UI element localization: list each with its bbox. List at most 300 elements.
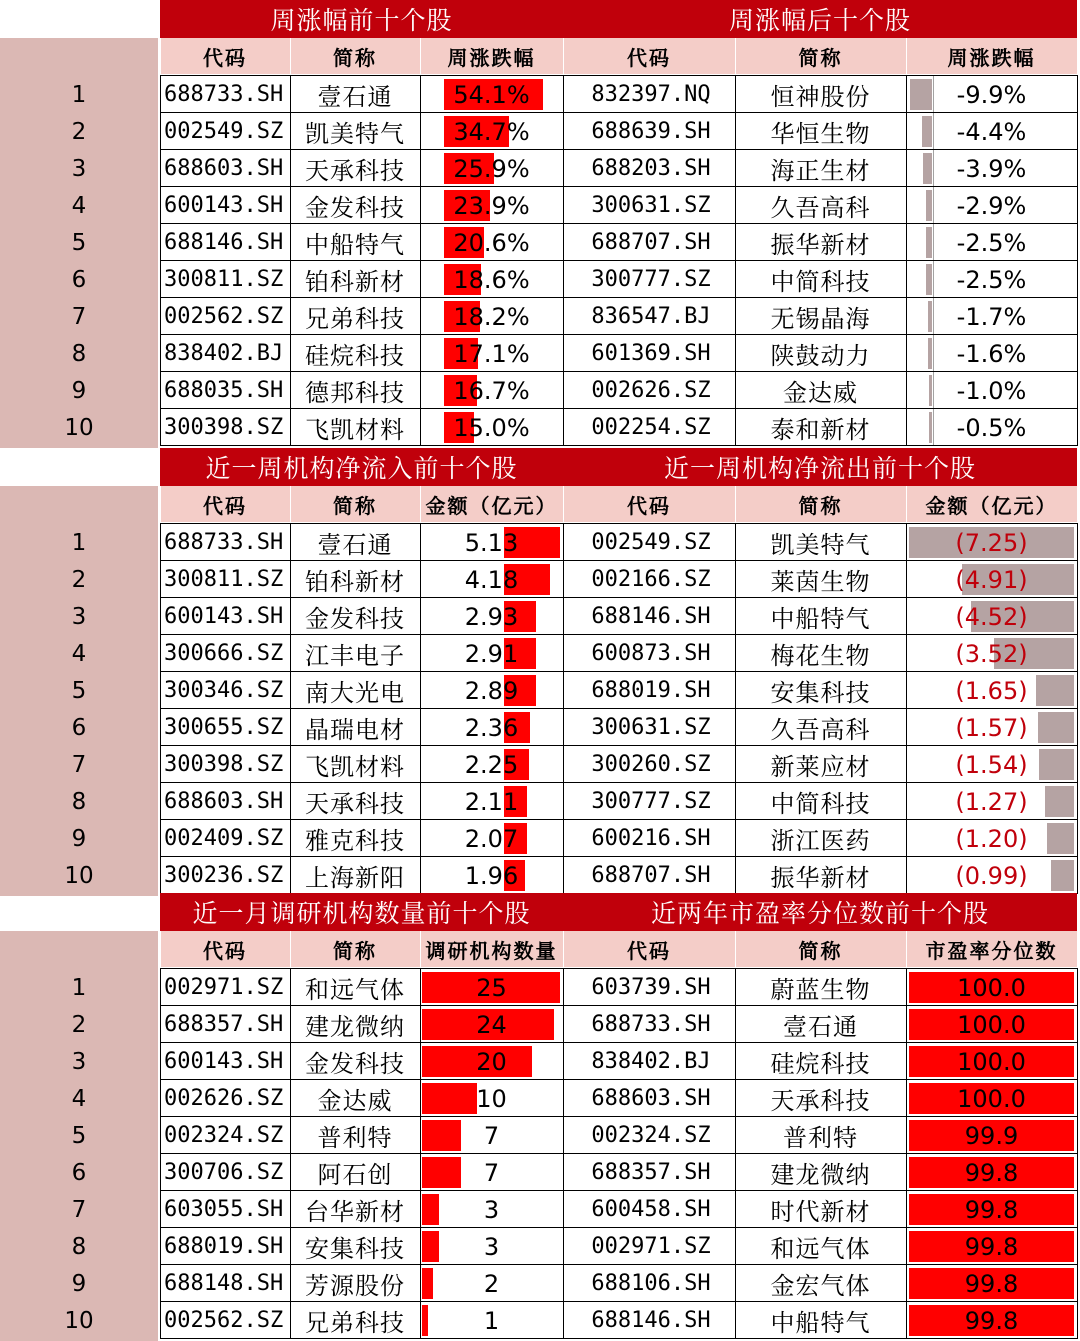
value-text: -9.9% [956,80,1027,109]
stock-code: 603055.SH [164,1197,284,1222]
grid-line [160,968,563,969]
stock-code: 002166.SZ [591,567,711,592]
value-bar [1038,712,1074,743]
row-index: 4 [71,1085,87,1112]
grid-line [735,523,736,894]
row-index: 8 [71,788,87,815]
value-text: 100.0 [957,1084,1026,1113]
stock-code: 300811.SZ [164,567,284,592]
stock-code: 688603.SH [591,1086,711,1111]
grid-line [563,75,1077,76]
stock-name: 中船特气 [770,605,871,633]
column-header-val: 金额（亿元） [420,486,563,522]
value-cell [906,113,1077,150]
stock-name: 普利特 [317,1124,393,1152]
value-cell [906,820,1077,857]
stock-code: 300260.SZ [591,752,711,777]
value-text: (4.91) [955,565,1028,594]
value-text: 7 [483,1158,500,1187]
value-cell [906,187,1077,224]
value-text: 16.7% [453,376,530,405]
axis-line [933,76,934,113]
stock-code: 688106.SH [591,1271,711,1296]
value-bar [422,1231,439,1262]
stock-name: 振华新材 [770,231,871,259]
column-divider [420,38,421,74]
value-text: 100.0 [957,1047,1026,1076]
column-header-code: 代码 [160,486,290,522]
value-cell [420,76,563,113]
stock-name: 泰和新材 [770,416,871,444]
stock-name: 安集科技 [305,1235,405,1263]
stock-name: 中简科技 [770,268,871,296]
value-text: 18.2% [453,302,530,331]
value-text: (1.65) [955,676,1028,705]
value-bar [1039,749,1074,780]
row-index: 1 [71,974,87,1001]
stock-code: 688707.SH [591,863,711,888]
grid-line [1077,75,1078,446]
stock-name: 振华新材 [770,864,871,892]
value-bar [923,153,932,184]
axis-line [933,298,934,335]
value-cell [906,298,1077,335]
value-bar [422,1305,428,1336]
column-divider [735,38,736,74]
stock-name: 金达威 [317,1087,393,1115]
column-header-val: 周涨跌幅 [906,38,1077,74]
column-divider [1077,486,1078,522]
stock-name: 凯美特气 [305,120,405,148]
value-cell [906,783,1077,820]
column-divider [563,486,564,522]
stock-code: 688035.SH [164,378,284,403]
value-text: (1.54) [955,750,1028,779]
value-text: 2.36 [464,713,519,742]
grid-line [420,523,421,894]
stock-code: 300777.SZ [591,267,711,292]
value-text: 99.8 [964,1306,1019,1335]
value-text: 4.18 [464,565,519,594]
value-cell [420,709,563,746]
stock-name: 铂科新材 [305,568,405,596]
value-text: 99.9 [964,1121,1019,1150]
value-text: 2.89 [464,676,519,705]
stock-name: 金发科技 [305,605,405,633]
value-text: 1 [483,1306,500,1335]
stock-code: 002562.SZ [164,1308,284,1333]
stock-name: 海正生材 [770,157,871,185]
stock-name: 新莱应材 [770,753,871,781]
stock-name: 梅花生物 [770,642,871,670]
value-bar [1045,786,1074,817]
grid-line [563,75,564,446]
value-cell [420,1117,563,1154]
value-cell [906,76,1077,113]
axis-line [933,150,934,187]
column-header-name: 简称 [290,38,420,74]
row-index: 10 [64,1307,94,1334]
value-bar [1047,823,1074,854]
stock-code: 688019.SH [164,1234,284,1259]
value-cell [420,672,563,709]
value-cell [420,1265,563,1302]
value-cell [906,524,1077,561]
grid-line [563,968,1077,969]
row-index: 4 [71,192,87,219]
stock-name: 德邦科技 [305,379,405,407]
column-divider [160,38,161,74]
row-divider [563,1338,1077,1339]
value-text: 24 [476,1010,507,1039]
stock-code: 300398.SZ [164,415,284,440]
value-bar [929,375,932,406]
column-divider [1077,38,1078,74]
row-index: 9 [71,825,87,852]
grid-line [160,75,161,446]
stock-name: 金宏气体 [770,1272,871,1300]
grid-line [290,523,291,894]
value-cell [906,1265,1077,1302]
grid-line [420,968,421,1339]
stock-name: 时代新材 [770,1198,871,1226]
value-text: 100.0 [957,973,1026,1002]
stock-name: 中船特气 [770,1309,871,1337]
value-bar [926,190,932,221]
stock-name: 建龙微纳 [305,1013,405,1041]
row-index: 10 [64,862,94,889]
value-text: -1.6% [956,339,1027,368]
stock-code: 002549.SZ [164,119,284,144]
stock-name: 久吾高科 [770,194,871,222]
column-header-code: 代码 [160,38,290,74]
value-cell [420,335,563,372]
stock-name: 陕鼓动力 [770,342,871,370]
stock-code: 300631.SZ [591,715,711,740]
value-cell [420,298,563,335]
value-text: 1.96 [464,861,519,890]
column-header-name: 简称 [735,38,906,74]
stock-code: 300811.SZ [164,267,284,292]
stock-code: 002324.SZ [591,1123,711,1148]
column-header-name: 简称 [735,931,906,967]
row-index: 2 [71,1011,87,1038]
value-text: 2.11 [464,787,519,816]
stock-code: 300346.SZ [164,678,284,703]
stock-name: 金发科技 [305,1050,405,1078]
value-bar [926,264,932,295]
value-cell [906,1006,1077,1043]
value-cell [906,1302,1077,1339]
value-cell [420,1006,563,1043]
column-divider [563,931,564,967]
axis-line [933,409,934,446]
stock-name: 金发科技 [305,194,405,222]
row-divider [160,1338,563,1339]
stock-code: 688146.SH [164,230,284,255]
stock-name: 天承科技 [770,1087,871,1115]
value-cell [420,224,563,261]
value-text: 100.0 [957,1010,1026,1039]
row-index: 8 [71,1233,87,1260]
stock-code: 300631.SZ [591,193,711,218]
row-index: 7 [71,751,87,778]
value-text: (3.52) [955,639,1028,668]
stock-name: 阿石创 [317,1161,393,1189]
value-bar [422,1083,477,1114]
stock-code: 688357.SH [164,1012,284,1037]
stock-code: 688639.SH [591,119,711,144]
axis-line [933,372,934,409]
row-index: 7 [71,303,87,330]
value-cell [906,409,1077,446]
column-header-val: 市盈率分位数 [906,931,1077,967]
stock-code: 600143.SH [164,1049,284,1074]
value-text: (1.57) [955,713,1028,742]
value-text: 54.1% [453,80,530,109]
row-index: 4 [71,640,87,667]
grid-line [1077,523,1078,894]
value-text: 25 [476,973,507,1002]
stock-name: 飞凯材料 [305,416,405,444]
column-divider [563,38,564,74]
value-cell [906,224,1077,261]
row-index: 7 [71,1196,87,1223]
value-cell [906,261,1077,298]
value-text: 20.6% [453,228,530,257]
row-index: 5 [71,229,87,256]
stock-code: 002549.SZ [591,530,711,555]
value-cell [906,672,1077,709]
value-cell [906,857,1077,894]
stock-name: 上海新阳 [305,864,405,892]
value-cell [420,1302,563,1339]
value-cell [420,372,563,409]
column-divider [735,486,736,522]
column-divider [906,38,907,74]
stock-name: 江丰电子 [305,642,405,670]
stock-code: 002626.SZ [591,378,711,403]
stock-name: 普利特 [783,1124,858,1152]
value-text: 5.13 [464,528,519,557]
stock-name: 兄弟科技 [305,1309,405,1337]
stock-code: 300777.SZ [591,789,711,814]
grid-line [735,968,736,1339]
axis-line [933,187,934,224]
value-cell [906,1043,1077,1080]
stock-name: 和远气体 [305,976,405,1004]
value-cell [420,783,563,820]
section-title-left: 近一周机构净流入前十个股 [160,448,563,486]
column-divider [906,931,907,967]
value-text: -2.5% [956,228,1027,257]
value-bar [422,1194,439,1225]
grid-line [563,523,564,894]
value-text: 15.0% [453,413,530,442]
stock-code: 838402.BJ [591,1049,711,1074]
section-title-left: 近一月调研机构数量前十个股 [160,893,563,931]
column-header-code: 代码 [563,931,735,967]
value-text: 23.9% [453,191,530,220]
stock-name: 安集科技 [770,679,871,707]
grid-line [563,523,1077,524]
column-divider [290,38,291,74]
stock-name: 天承科技 [305,790,405,818]
grid-line [735,75,736,446]
row-divider [563,445,1077,446]
stock-code: 300666.SZ [164,641,284,666]
stock-code: 836547.BJ [591,304,711,329]
value-cell [906,1228,1077,1265]
value-text: 10 [476,1084,507,1113]
stock-name: 中简科技 [770,790,871,818]
stock-code: 300398.SZ [164,752,284,777]
value-text: (1.27) [955,787,1028,816]
value-cell [420,1154,563,1191]
value-text: 3 [483,1232,500,1261]
column-divider [735,931,736,967]
stock-code: 002409.SZ [164,826,284,851]
section-title-right: 近一周机构净流出前十个股 [563,448,1077,486]
stock-name: 芳源股份 [305,1272,405,1300]
value-text: (7.25) [955,528,1028,557]
value-cell [906,969,1077,1006]
value-cell [420,746,563,783]
row-index: 1 [71,81,87,108]
value-text: 18.6% [453,265,530,294]
stock-name: 凯美特气 [770,531,871,559]
section-title-left: 周涨幅前十个股 [160,0,563,38]
grid-line [290,968,291,1339]
grid-line [160,523,563,524]
stock-name: 久吾高科 [770,716,871,744]
stock-code: 688148.SH [164,1271,284,1296]
row-index: 6 [71,714,87,741]
row-index: 8 [71,340,87,367]
stock-name: 建龙微纳 [770,1161,871,1189]
value-text: 2.93 [464,602,519,631]
value-text: 2 [483,1269,500,1298]
value-cell [420,969,563,1006]
value-cell [420,598,563,635]
stock-name: 无锡晶海 [770,305,871,333]
row-divider [160,445,563,446]
row-index: 5 [71,1122,87,1149]
stock-code: 603739.SH [591,975,711,1000]
value-text: -3.9% [956,154,1027,183]
stock-code: 300706.SZ [164,1160,284,1185]
stock-name: 晶瑞电材 [305,716,405,744]
value-text: 99.8 [964,1195,1019,1224]
stock-code: 688707.SH [591,230,711,255]
row-index: 3 [71,603,87,630]
stock-name: 壹石通 [317,83,393,111]
stock-code: 688357.SH [591,1160,711,1185]
value-text: 99.8 [964,1232,1019,1261]
grid-line [160,523,161,894]
value-bar [1051,860,1074,891]
value-text: (1.20) [955,824,1028,853]
value-text: -4.4% [956,117,1027,146]
value-bar [422,1157,461,1188]
column-header-name: 简称 [290,486,420,522]
value-cell [420,1191,563,1228]
value-bar [922,116,932,147]
row-index: 9 [71,377,87,404]
stock-code: 002254.SZ [591,415,711,440]
value-cell [420,1080,563,1117]
column-divider [160,931,161,967]
value-bar [910,79,932,110]
row-index: 5 [71,677,87,704]
value-bar [422,1120,461,1151]
value-cell [420,857,563,894]
column-divider [906,486,907,522]
stock-name: 硅烷科技 [305,342,405,370]
value-cell [906,1080,1077,1117]
value-cell [906,1191,1077,1228]
stock-code: 600216.SH [591,826,711,851]
row-index: 3 [71,155,87,182]
value-text: 25.9% [453,154,530,183]
value-text: 20 [476,1047,507,1076]
stock-code: 300655.SZ [164,715,284,740]
stock-name: 天承科技 [305,157,405,185]
value-cell [420,1043,563,1080]
grid-line [160,75,563,76]
value-text: 99.8 [964,1269,1019,1298]
value-cell [420,187,563,224]
value-bar [929,412,932,443]
stock-code: 688733.SH [164,530,284,555]
value-text: -1.0% [956,376,1027,405]
row-index: 6 [71,1159,87,1186]
stock-code: 688733.SH [591,1012,711,1037]
value-bar [928,301,932,332]
value-cell [906,150,1077,187]
stock-name: 蔚蓝生物 [770,976,871,1004]
row-index: 2 [71,118,87,145]
value-cell [906,1117,1077,1154]
value-cell [420,261,563,298]
row-index: 6 [71,266,87,293]
stock-code: 601369.SH [591,341,711,366]
value-cell [420,524,563,561]
stock-name: 台华新材 [305,1198,405,1226]
value-text: -0.5% [956,413,1027,442]
grid-line [906,523,907,894]
value-cell [906,598,1077,635]
stock-code: 600143.SH [164,193,284,218]
stock-name: 中船特气 [305,231,405,259]
column-header-name: 简称 [290,931,420,967]
value-text: (0.99) [955,861,1028,890]
value-text: (4.52) [955,602,1028,631]
stock-code: 600143.SH [164,604,284,629]
column-divider [160,486,161,522]
value-text: 99.8 [964,1158,1019,1187]
value-cell [420,1228,563,1265]
value-cell [420,635,563,672]
value-text: 17.1% [453,339,530,368]
column-divider [420,486,421,522]
stock-code: 688603.SH [164,156,284,181]
column-divider [1077,931,1078,967]
stock-code: 688019.SH [591,678,711,703]
stock-name: 浙江医药 [770,827,871,855]
stock-name: 壹石通 [317,531,393,559]
value-cell [906,746,1077,783]
